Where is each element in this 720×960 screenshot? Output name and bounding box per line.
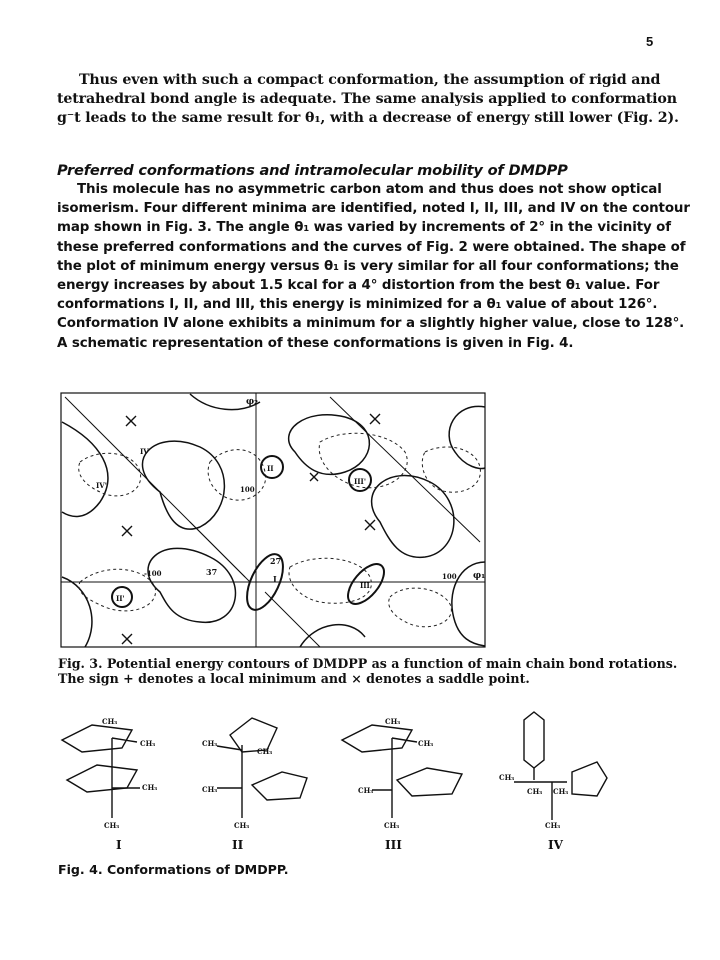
phi2-label: φ₂ bbox=[246, 397, 259, 407]
ch3-label: CH₃ bbox=[358, 786, 374, 795]
ch3-label: CH₃ bbox=[257, 747, 273, 756]
conformation-label-II: II bbox=[232, 838, 244, 852]
section-heading: Preferred conformations and intramolecular mobility of DMDPP bbox=[57, 162, 568, 179]
figure-4-caption: Fig. 4. Conformations of DMDPP. bbox=[58, 862, 289, 877]
minimum-III-label: III bbox=[360, 581, 370, 590]
minimum-II-label: II bbox=[267, 464, 274, 473]
figure-3-caption: Fig. 3. Potential energy contours of DMDPP as a function of main chain bond rotations. The sign + denotes a local minimum and ⨯ denotes a saddle point. bbox=[58, 656, 678, 686]
ch3-label: CH₃ bbox=[202, 739, 218, 748]
diagonal-lines bbox=[65, 397, 480, 647]
minimum-IV-label: IV bbox=[140, 447, 149, 456]
conformations-figure bbox=[52, 710, 612, 850]
page-number: 5 bbox=[646, 34, 654, 49]
label-27: 27 bbox=[270, 556, 282, 566]
ch3-labels bbox=[102, 717, 568, 830]
minima-markers bbox=[112, 456, 391, 615]
structure-III bbox=[342, 725, 462, 818]
conformation-label-IV: IV bbox=[548, 838, 563, 852]
ch3-label: CH₃ bbox=[384, 821, 400, 830]
paragraph-2 bbox=[57, 180, 697, 353]
ch3-label: CH₃ bbox=[104, 821, 120, 830]
contour-map-figure bbox=[60, 392, 486, 648]
minimum-IIp-label: II' bbox=[116, 594, 125, 603]
label-100-right: 100 bbox=[442, 572, 457, 581]
phi1-label: φ₁ bbox=[473, 571, 486, 581]
paragraph-2-text: This molecule has no asymmetric carbon atom and thus does not show optical isomerism. Four different minima are identified, noted I, II, III, and IV on the contour map shown in Fig. 3. The angle θ₁ was varied by increments of 2° in the vicinity of these preferred conformations and the curves of Fig. 2 were obtained. The shape of the plot of minimum energy versus θ₁ is very similar for all four conformations; the energy increases by about 1.5 kcal for a 4° distortion from the best θ₁ value. For conformations I, II, and III, this energy is minimized for a θ₁ value of about 126°. Conformation IV alone exhibits a minimum for a slightly higher value, close to 128°. A schematic representation of these conformations is given in Fig. 4. bbox=[57, 182, 690, 351]
conformation-label-I: I bbox=[116, 838, 122, 852]
label-100-left: -100 bbox=[144, 569, 162, 578]
minimum-I-label: I bbox=[273, 574, 277, 584]
conformation-label-III: III bbox=[385, 838, 402, 852]
ch3-label: CH₃ bbox=[234, 821, 250, 830]
solid-contours bbox=[62, 394, 485, 647]
minimum-IVp-label: IV' bbox=[96, 481, 107, 490]
ch3-label: CH₃ bbox=[553, 787, 569, 796]
structure-II bbox=[217, 718, 307, 818]
structure-IV bbox=[514, 712, 607, 820]
label-100-top: 100 bbox=[240, 485, 255, 494]
label-37: 37 bbox=[206, 567, 218, 577]
ch3-label: CH₃ bbox=[102, 717, 118, 726]
paragraph-1 bbox=[57, 71, 697, 129]
ch3-label: CH₃ bbox=[385, 717, 401, 726]
ch3-label: CH₃ bbox=[499, 773, 515, 782]
ch3-label: CH₃ bbox=[527, 787, 543, 796]
ch3-label: CH₃ bbox=[418, 739, 434, 748]
ch3-label: CH₃ bbox=[142, 783, 158, 792]
minimum-IIIp-label: III' bbox=[354, 477, 366, 486]
paragraph-1-text: Thus even with such a compact conformation, the assumption of rigid and tetrahedral bond angle is adequate. The same analysis applied to conformation g⁻t leads to the same result for θ₁, with a decrease of energy still lower (Fig. 2). bbox=[57, 72, 679, 127]
contour-labels bbox=[96, 397, 485, 603]
ch3-label: CH₃ bbox=[140, 739, 156, 748]
ch3-label: CH₃ bbox=[545, 821, 561, 830]
dashed-contours bbox=[79, 433, 481, 627]
ch3-label: CH₃ bbox=[202, 785, 218, 794]
structure-I bbox=[62, 725, 140, 818]
contour-map-frame bbox=[61, 393, 485, 647]
